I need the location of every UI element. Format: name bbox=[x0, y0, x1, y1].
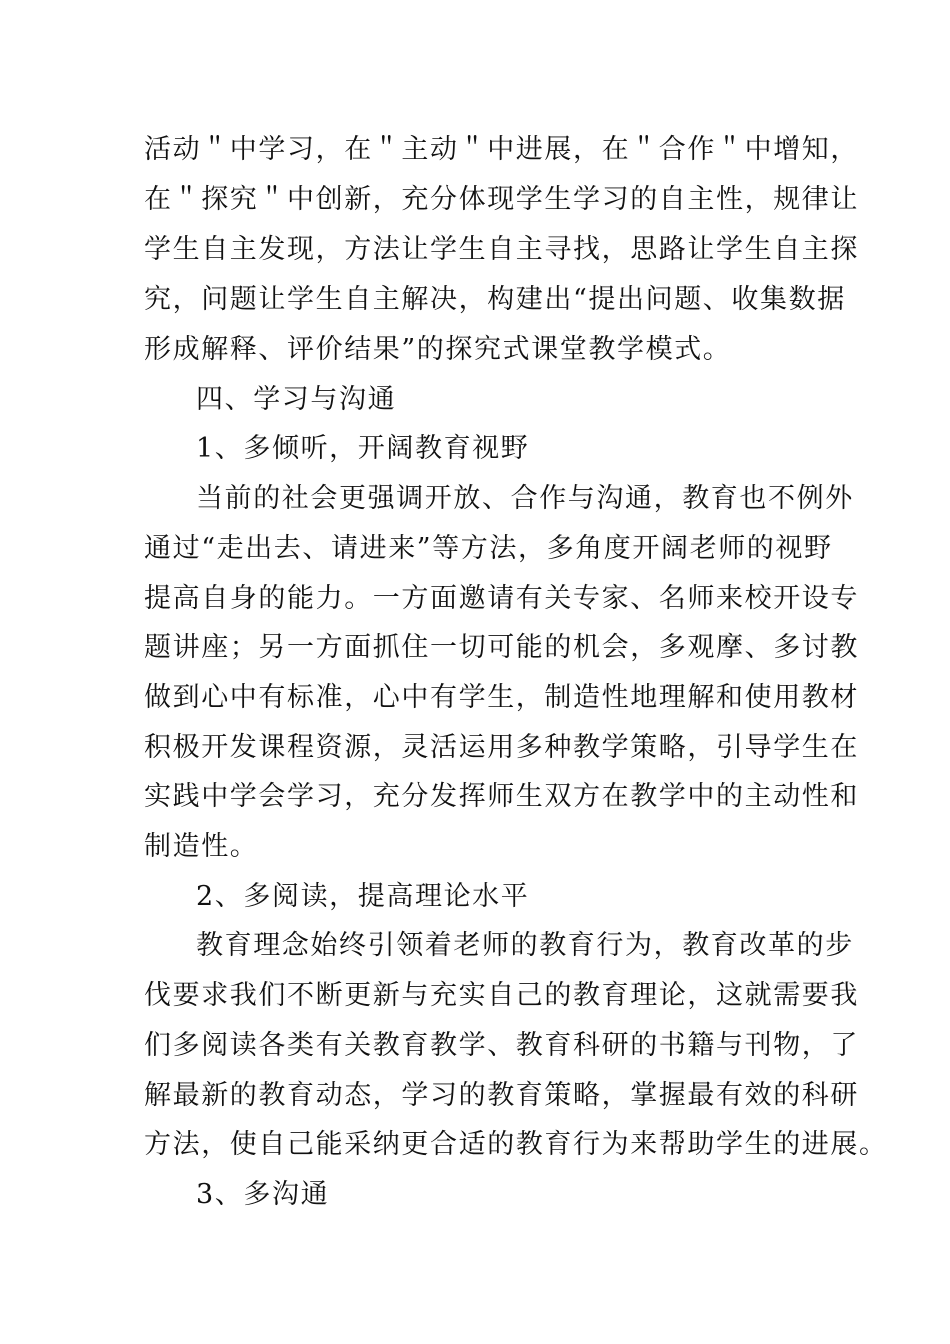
subsection-heading: 3、多沟通 bbox=[196, 1179, 330, 1210]
paragraph-line: 通过“走出去、请进来”等方法，多角度开阔老师的视野 bbox=[144, 533, 833, 564]
paragraph-line: 做到心中有标准，心中有学生，制造性地理解和使用教材 bbox=[144, 682, 859, 713]
paragraph-line: 解最新的教育动态，学习的教育策略，掌握最有效的科研 bbox=[144, 1080, 859, 1111]
paragraph-line: 实践中学会学习，充分发挥师生双方在教学中的主动性和 bbox=[144, 781, 859, 812]
paragraph-line: 形成解释、评价结果”的探究式课堂教学模式。 bbox=[144, 334, 732, 365]
subsection-heading: 1、多倾听，开阔教育视野 bbox=[196, 433, 530, 464]
paragraph-line: 制造性。 bbox=[144, 831, 259, 862]
paragraph-line: 在＂探究＂中创新，充分体现学生学习的自主性，规律让 bbox=[144, 184, 859, 215]
paragraph-line: 积极开发课程资源，灵活运用多种教学策略，引导学生在 bbox=[144, 732, 859, 763]
section-heading: 四、学习与沟通 bbox=[196, 384, 397, 415]
paragraph-line: 当前的社会更强调开放、合作与沟通，教育也不例外 bbox=[196, 483, 854, 514]
paragraph-line: 们多阅读各类有关教育教学、教育科研的书籍与刊物，了 bbox=[144, 1030, 859, 1061]
paragraph-line: 学生自主发现，方法让学生自主寻找，思路让学生自主探 bbox=[144, 234, 859, 265]
paragraph-line: 教育理念始终引领着老师的教育行为，教育改革的步 bbox=[196, 930, 854, 961]
paragraph-line: 究，问题让学生自主解决，构建出“提出问题、收集数据 bbox=[144, 284, 846, 315]
paragraph-line: 方法，使自己能采纳更合适的教育行为来帮助学生的进展。 bbox=[144, 1129, 888, 1160]
paragraph-line: 伐要求我们不断更新与充实自己的教育理论，这就需要我 bbox=[144, 980, 859, 1011]
paragraph-line: 活动＂中学习，在＂主动＂中进展，在＂合作＂中增知， bbox=[144, 134, 859, 165]
paragraph-line: 题讲座；另一方面抓住一切可能的机会，多观摩、多讨教 bbox=[144, 632, 859, 663]
subsection-heading: 2、多阅读，提高理论水平 bbox=[196, 881, 530, 912]
paragraph-line: 提高自身的能力。一方面邀请有关专家、名师来校开设专 bbox=[144, 583, 859, 614]
